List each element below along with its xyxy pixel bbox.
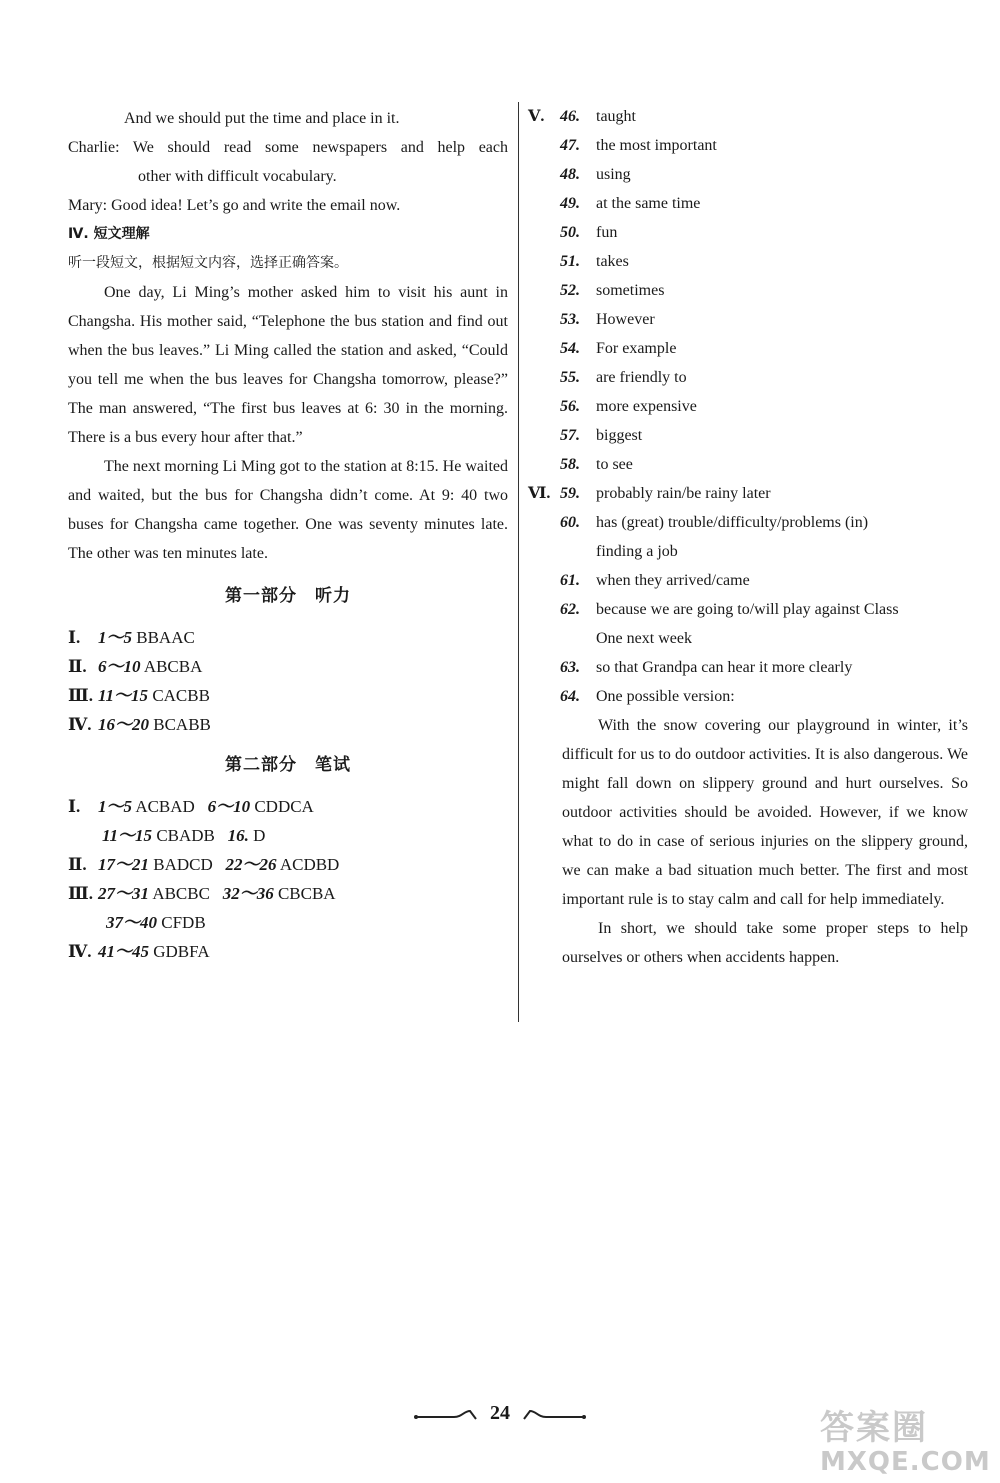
right-ornament-icon bbox=[522, 1407, 586, 1423]
answer-item: 62. because we are going to/will play against Class bbox=[560, 601, 899, 618]
answer-item: 57. biggest bbox=[560, 427, 643, 444]
section-heading: Ⅳ. 短文理解 bbox=[68, 226, 150, 242]
answer-row: Ⅰ. 1～5 ACBAD 6～10 CDDCA bbox=[68, 797, 314, 816]
part2-title: 第二部分 笔试 bbox=[225, 755, 351, 775]
left-column bbox=[68, 104, 508, 966]
answer-item: 60. has (great) trouble/difficulty/problems (in) bbox=[560, 514, 869, 531]
watermark-logo bbox=[820, 1408, 995, 1478]
watermark-text-cn: 答案圈 bbox=[820, 1408, 928, 1448]
answer-item: 58. to see bbox=[560, 456, 633, 473]
answer-row: Ⅲ. 27～31 ABCBC 32～36 CBCBA bbox=[68, 884, 336, 903]
listening-passage bbox=[68, 278, 508, 568]
answer-item-continued: finding a job bbox=[596, 543, 678, 560]
sample-essay bbox=[528, 711, 968, 972]
answer-row: Ⅳ. 16～20 BCABB bbox=[68, 715, 211, 734]
dialog-line: And we should put the time and place in it. bbox=[124, 110, 400, 127]
answer-item: 50. fun bbox=[560, 224, 618, 241]
answer-item: 48. using bbox=[560, 166, 631, 183]
answer-item: 61. when they arrived/came bbox=[560, 572, 750, 589]
answer-row: Ⅲ. 11～15 CACBB bbox=[68, 686, 210, 705]
answer-item: 47. the most important bbox=[560, 137, 717, 154]
answer-item: Ⅴ. 46. taught bbox=[528, 108, 636, 125]
dialog-line: Charlie: We should read some newspapers and help each bbox=[68, 139, 508, 156]
right-column bbox=[528, 102, 968, 972]
dialog-line: other with difficult vocabulary. bbox=[138, 168, 337, 185]
column-divider bbox=[518, 102, 519, 1022]
answer-row: 37～40 CFDB bbox=[106, 913, 206, 932]
answer-item: 49. at the same time bbox=[560, 195, 701, 212]
answer-item: 52. sometimes bbox=[560, 282, 665, 299]
answer-row: Ⅰ. 1～5 BBAAC bbox=[68, 628, 195, 647]
answer-row: Ⅱ. 17～21 BADCD 22～26 ACDBD bbox=[68, 855, 340, 874]
dialog-line: Mary: Good idea! Let’s go and write the email now. bbox=[68, 197, 401, 214]
part1-title: 第一部分 听力 bbox=[225, 586, 351, 606]
answer-item: 54. For example bbox=[560, 340, 677, 357]
answer-row: 11～15 CBADB 16. D bbox=[102, 826, 266, 845]
watermark-text-en: MXQE.COM bbox=[820, 1447, 991, 1477]
essay-paragraph: In short, we should take some proper steps to help ourselves or others when accidents happen. bbox=[562, 920, 968, 966]
answer-item: 64. One possible version: bbox=[560, 688, 735, 705]
answer-item: 51. takes bbox=[560, 253, 629, 270]
left-ornament-icon bbox=[414, 1407, 478, 1423]
answer-row: Ⅳ. 41～45 GDBFA bbox=[68, 942, 210, 961]
passage-paragraph: One day, Li Ming’s mother asked him to visit his aunt in Changsha. His mother said, “Telephone the bus station and find out when the bus leaves.” Li Ming called the station and asked, “Could you tell me when the bus leaves for Changsha tomorrow, please?” The man answered, “The first bus leaves at 6: 30 in the morning. There is a bus every hour after that.” bbox=[68, 284, 508, 446]
answer-item: 55. are friendly to bbox=[560, 369, 687, 386]
answer-item: 53. However bbox=[560, 311, 655, 328]
answer-item: 63. so that Grandpa can hear it more clearly bbox=[560, 659, 853, 676]
page-number: 24 bbox=[490, 1402, 510, 1424]
answer-item-continued: One next week bbox=[596, 630, 692, 647]
answer-item: Ⅵ. 59. probably rain/be rainy later bbox=[528, 485, 771, 502]
passage-paragraph: The next morning Li Ming got to the station at 8:15. He waited and waited, but the bus for Changsha didn’t come. At 9: 40 two buses for Changsha came together. One was seventy minutes late. The other was ten minutes late. bbox=[68, 458, 508, 562]
answer-item: 56. more expensive bbox=[560, 398, 697, 415]
answer-row: Ⅱ. 6～10 ABCBA bbox=[68, 657, 203, 676]
essay-paragraph: With the snow covering our playground in winter, it’s difficult for us to do outdoor activities. It is also dangerous. We might fall down on slippery ground and hurt ourselves. So outdoor activities should be avoided. However, if we know what to do in case of serious injuries on the slippery ground, we can make a bad situation much better. The first and most important rule is to stay calm and call for help immediately. bbox=[562, 717, 968, 908]
section-instruction: 听一段短文，根据短文内容，选择正确答案。 bbox=[68, 255, 348, 271]
